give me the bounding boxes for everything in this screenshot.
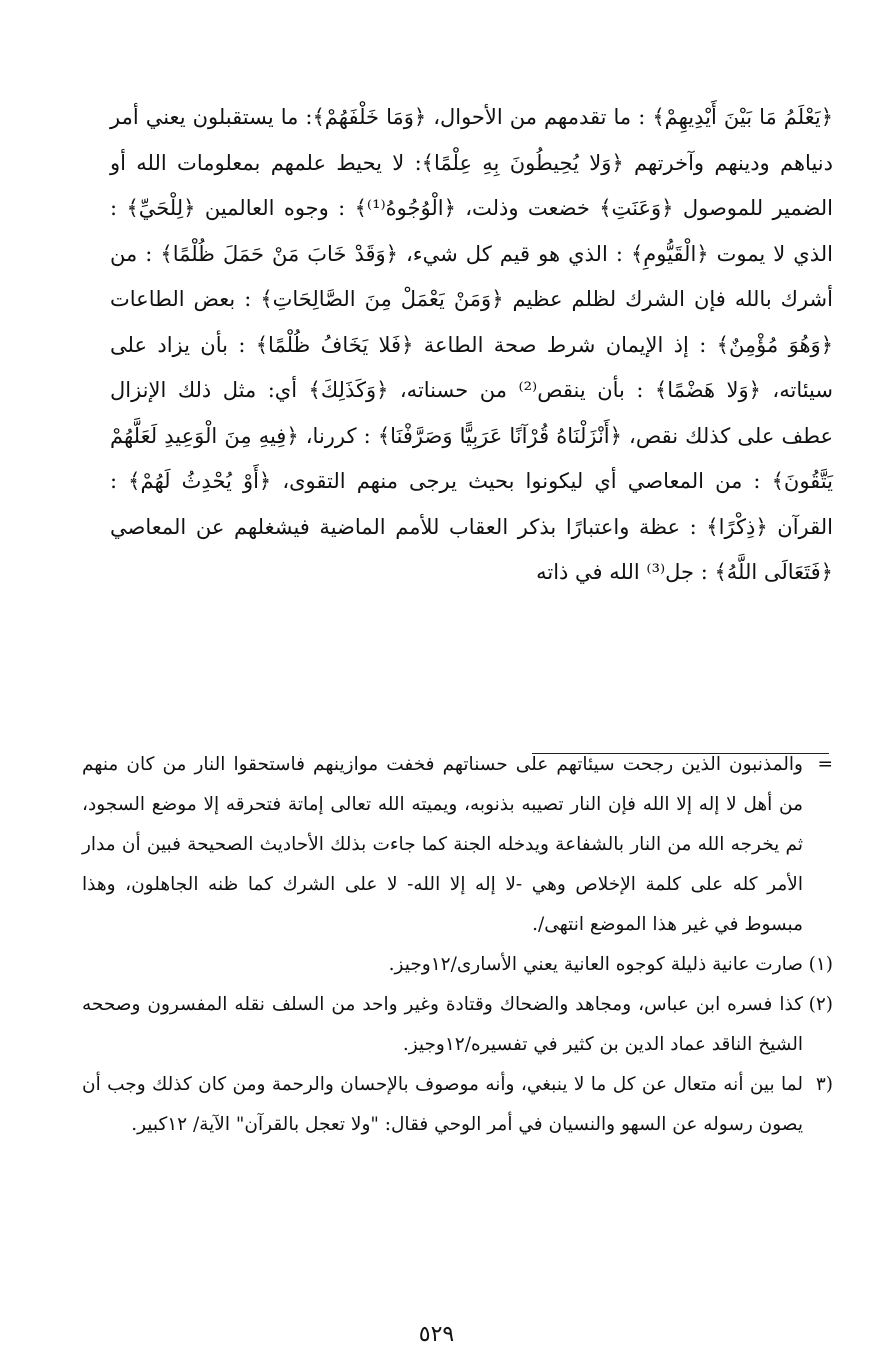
footnote-2 xyxy=(82,985,833,1065)
page-number: ٥٢٩ xyxy=(418,1322,455,1347)
footnote-marker: (١) xyxy=(808,954,833,975)
footnotes-block xyxy=(82,745,833,1145)
footnote-text: كذا فسره ابن عباس، ومجاهد والضحاك وقتادة وغير واحد من السلف نقله المفسرون وصححه الشيخ الناقد عماد الدين بن كثير في تفسيره/١٢وجيز. xyxy=(82,994,803,1055)
main-paragraph: ﴿يَعْلَمُ مَا بَيْنَ أَيْدِيهِمْ﴾ : ما تقدمهم من الأحوال، ﴿وَمَا خَلْفَهُمْ﴾: ما يستقبلون يعني أمر دنياهم ودينهم وآخرتهم ﴿وَلا يُحِيطُونَ بِهِ عِلْمًا﴾: لا يحيط علمهم بمعلومات الله أو الضمير للموصول ﴿وَعَنَتِ﴾ خضعت وذلت، ﴿الْوُجُوهُ⁽¹⁾﴾ : وجوه العالمين ﴿لِلْحَيِّ﴾ : الذي لا يموت ﴿الْقَيُّومِ﴾ : الذي هو قيم كل شيء، ﴿وَقَدْ خَابَ مَنْ حَمَلَ ظُلْمًا﴾ : من أشرك بالله فإن الشرك لظلم عظيم ﴿وَمَنْ يَعْمَلْ مِنَ الصَّالِحَاتِ﴾ : بعض الطاعات ﴿وَهُوَ مُؤْمِنٌ﴾ : إذ الإيمان شرط صحة الطاعة ﴿فَلا يَخَافُ ظُلْمًا﴾ : بأن يزاد على سيئاته، ﴿وَلا هَضْمًا﴾ : بأن ينقص⁽²⁾ من حسناته، ﴿وَكَذَلِكَ﴾ أي: مثل ذلك الإنزال عطف على كذلك نقص، ﴿أَنْزَلْنَاهُ قُرْآنًا عَرَبِيًّا وَصَرَّفْنَا﴾ : كررنا، ﴿فِيهِ مِنَ الْوَعِيدِ لَعَلَّهُمْ يَتَّقُونَ﴾ : من المعاصي أي ليكونوا بحيث يرجى منهم التقوى، ﴿أَوْ يُحْدِثُ لَهُمْ﴾ : القرآن ﴿ذِكْرًا﴾ : عظة واعتبارًا بذكر العقاب للأمم الماضية فيشغلهم عن المعاصي ﴿فَتَعَالَى اللَّهُ﴾ : جل⁽³⁾ الله في ذاته xyxy=(110,105,834,584)
footnote-marker: (٣ xyxy=(815,1074,833,1095)
footnote-3 xyxy=(82,1065,833,1145)
footnote-text: والمذنبون الذين رجحت سيئاتهم على حسناتهم فخفت موازينهم فاستحقوا النار من كان منهم من أهل لا إله إلا الله فإن النار تصيبه بذنوبه، ويميته الله تعالى إماتة فتحرقه إلا موضع السجود، ثم يخرجه الله من النار بالشفاعة ويدخله الجنة كما جاءت بذلك الأحاديث الصحيحة فبين أن مدار الأمر كله على كلمة الإخلاص وهي -لا إله إلا الله- لا على الشرك كما ظنه الجاهلون، وهذا مبسوط في غير هذا الموضع انتهى/. xyxy=(82,754,803,935)
footnote-continuation xyxy=(82,745,833,945)
main-text-block xyxy=(110,95,833,596)
continuation-mark: = xyxy=(817,754,833,775)
footnote-marker: (٢) xyxy=(808,994,833,1015)
footnote-text: صارت عانية ذليلة كوجوه العانية يعني الأسارى/١٢وجيز. xyxy=(388,954,803,975)
footnote-1 xyxy=(82,945,833,985)
footnote-text: لما بين أنه متعال عن كل ما لا ينبغي، وأنه موصوف بالإحسان والرحمة ومن كان كذلك وجب أن يصون رسوله عن السهو والنسيان في أمر الوحي فقال: "ولا تعجل بالقرآن" الآية/ ١٢كبير. xyxy=(82,1074,803,1135)
